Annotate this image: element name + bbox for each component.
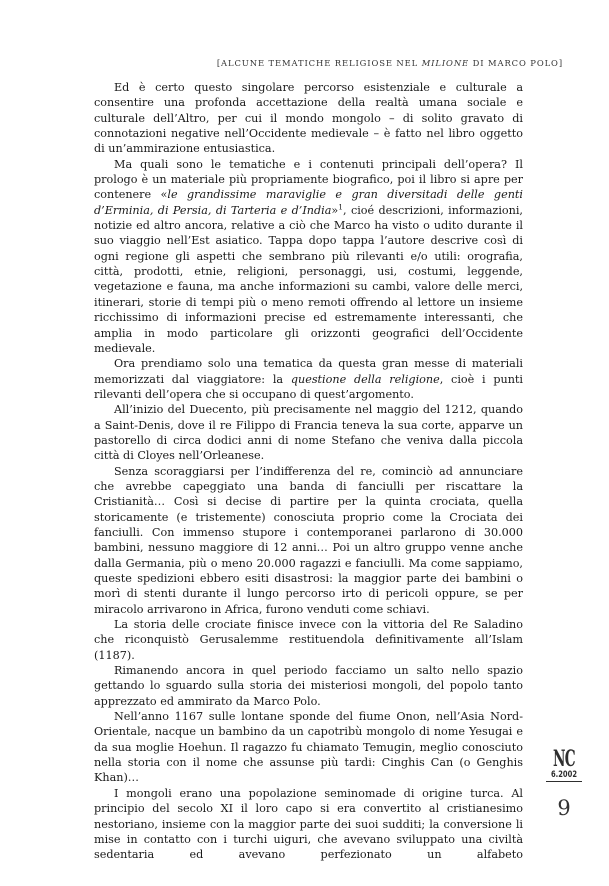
journal-issue: 6.2002 <box>550 770 578 780</box>
text-segment: Ora prendiamo solo una tematica da questa gran messe di materiali memorizzati dal viaggiatore: la <box>94 357 523 386</box>
paragraph <box>94 402 523 463</box>
paragraph <box>94 356 523 402</box>
footnote-marker: 1 <box>338 202 344 212</box>
text-segment: , cioè i punti rilevanti dell’opera che si occupano di quest’argomento. <box>94 372 523 401</box>
paragraph <box>94 663 523 709</box>
paragraph <box>94 464 523 617</box>
journal-logo <box>541 748 587 782</box>
paragraph <box>94 157 523 356</box>
text-segment: » <box>331 203 339 217</box>
running-header <box>217 58 563 68</box>
running-header-title: MILIONE <box>421 58 470 68</box>
paragraph <box>94 709 523 786</box>
italic-text: questione della religione <box>290 372 440 386</box>
text-segment: I mongoli erano una popolazione seminomade di origine turca. Al principio del secolo XI il loro capo si era convertito al cristianesimo nestoriano, insieme con la maggior parte dei suoi sudditi; la conversione li mise in contatto con i turchi uiguri, che avevano sviluppato una civiltà sedentaria ed avevano perfezionato un alfabeto <box>94 786 523 862</box>
paragraph <box>94 786 523 863</box>
logo-rule <box>546 781 582 782</box>
italic-text: le grandissime maraviglie e gran diversitadi delle genti d’Erminia, di Persia, di Tarteria e d’India <box>94 188 523 217</box>
body-text <box>94 80 523 863</box>
journal-logo-letters: NC <box>552 746 576 772</box>
running-header-text: [ALCUNE TEMATICHE RELIGIOSE NEL <box>216 58 422 68</box>
paragraph <box>94 617 523 663</box>
text-segment: La storia delle crociate finisce invece con la vittoria del Re Saladino che riconquistò Gerusalemme restituendola definitivamente all’Islam (1187). <box>94 618 523 662</box>
text-segment: Senza scoraggiarsi per l’indifferenza del re, cominciò ad annunciare che avrebbe capeggiato una banda di fanciulli per riscattare la Cristianità… Così si decise di partire per la quinta crociata, quella storicamente (e tristemente) conosciuta proprio come la Crociata dei fanciulli. Con immenso stupore i contemporanei parlarono di 30.000 bambini, nessuno maggiore di 12 anni… Poi un altro gruppo venne anche dalla Germania, più o meno 20.000 ragazzi e fanciulli. Ma come sappiamo, queste spedizioni ebbero esiti disastrosi: la maggior parte dei bambini o morì di stenti durante il lungo percorso irto di pericoli oppure, se per miracolo arrivarono in Africa, furono venduti come schiavi. <box>94 464 523 616</box>
page-number: 9 <box>557 796 571 820</box>
text-segment: Ed è certo questo singolare percorso esistenziale e culturale a consentire una profonda accettazione della realtà umana sociale e culturale dell’Altro, per cui il mondo mongolo – di solito gravato di connotazioni negative nell’Occidente medievale – è fatto nel libro oggetto di un’ammirazione entusiastica. <box>94 81 523 156</box>
text-segment: Nell’anno 1167 sulle lontane sponde del fiume Onon, nell’Asia Nord-Orientale, nacque un bambino da un capotribù mongolo di nome Yesugai e da sua moglie Hoehun. Il ragazzo fu chiamato Temugin, meglio conosciuto nella storia con il nome che assunse più tardi: Cinghis Can (o Genghis Khan)… <box>94 710 523 785</box>
text-segment: Ma quali sono le tematiche e i contenuti principali dell’opera? Il prologo è un materiale più propriamente biografico, poi il libro si apre per contenere « <box>94 157 523 202</box>
running-header-tail: DI MARCO POLO] <box>469 58 563 68</box>
text-segment: , cioé descrizioni, informazioni, notizie ed altro ancora, relative a ciò che Marco ha visto o udito durante il suo viaggio nell’Est asiatico. Tappa dopo tappa l’autore descrive così di ogni regione gli aspetti che sembrano più rilevanti e/o utili: orografia, città, prodotti, etnie, religioni, personaggi, usi, costumi, leggende, vegetazione e fauna, ma anche informazioni su cambi, valore delle merci, itinerari, storie di tempi più o meno remoti offrendo al lettore un insieme ricchissimo di informazioni precise ed estremamente interessanti, che amplia in modo particolare gli orizzonti geografici dell’Occidente medievale. <box>94 203 523 355</box>
text-segment: All’inizio del Duecento, più precisamente nel maggio del 1212, quando a Saint-Denis, dove il re Filippo di Francia teneva la sua corte, apparve un pastorello di circa dodici anni di nome Stefano che veniva dalla piccola città di Cloyes nell’Orleanese. <box>94 403 523 463</box>
text-segment: Rimanendo ancora in quel periodo facciamo un salto nello spazio gettando lo sguardo sulla storia dei misteriosi mongoli, del popolo tanto apprezzato ed ammirato da Marco Polo. <box>94 664 523 708</box>
paragraph <box>94 80 523 157</box>
